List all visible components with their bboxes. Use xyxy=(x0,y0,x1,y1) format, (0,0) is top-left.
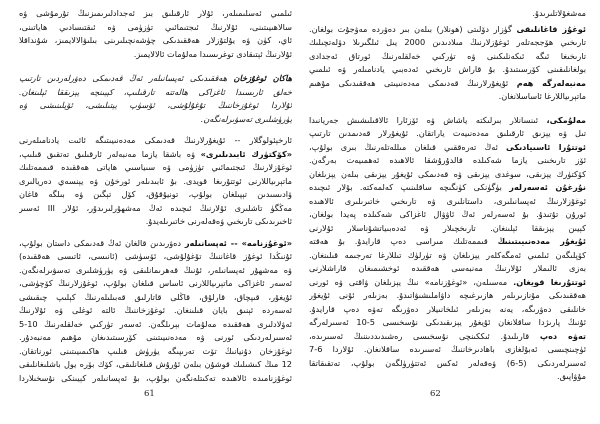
text-line: كېيىن يېزىققا ئېلىنغان. تارىخچىلار ۋە ئەدەبىياتشۇناسلار ئۇلارنى xyxy=(309,222,586,233)
text-line: ئۇلارنىڭ ئېتىقادى توغرىسىدا مەلۇمات ئالالايمىز. xyxy=(133,48,292,59)
emphasis-text: مەنبەلەرگە ھەم xyxy=(516,77,586,88)
text-line: ۋادىسىدىن تېپىلغان بولۇپ، تونيۇقۇق، كۆل تېگىن ۋە بىلگە قاغان xyxy=(19,189,292,199)
text-line xyxy=(309,114,586,128)
text-line: ئەسىرلەردىكى ئورنى ۋە مەدەنىيىتىنى كۆرسىتىدىغان مۇھىم مەنبەدۇر. xyxy=(19,332,292,342)
line-text: قىممەتلىك مىراسى دەپ قارايدۇ. بۇ ھەقتە xyxy=(309,236,488,246)
text-line: مەشغۇلاتلىرىدۇ. xyxy=(532,8,586,18)
text-line: خەلق ئارىسىدا ئاغزاكى ھالەتتە تارقىلىپ، كېيىنچە يېزىققا ئېلىنغان. xyxy=(19,86,292,97)
text-line: ئۈچىنچىسى ئەبۇلغازى باھادىرخاننىڭ ئەسىرىدە ساقلانغان. ئۇلاردا 6-7 xyxy=(309,344,586,354)
text-line: ئۆز تارىخىنى يازما شەكىلدە قالدۇرۇشقا ئالاھىدە ئەھمىيەت بەرگەن. xyxy=(309,155,586,165)
emphasis-text: ھاكان ئوغۇزخان xyxy=(233,73,292,83)
text-line xyxy=(309,141,586,155)
line-text: دەۋرىدىن قالغان ئەڭ قەدىمكى داستان بولۇپ، xyxy=(19,237,182,248)
emphasis-text: نۇرغۇن ئەسەرلەر xyxy=(509,182,586,192)
line-text: گۈزار دۆلىتى (ھونلار) بىلەن بىر دەۋردە مەۋجۇت بولغان. xyxy=(309,23,512,34)
text-line: ئەۋلادلىرى ھەققىدە مەلۇمات بېرىلگەن. ئەسەر تۈركىي خەلقلەرنىڭ 10-5 xyxy=(19,318,292,329)
emphasis-text: تەۋە دەپ xyxy=(539,330,586,341)
line-text: ۋە باشقا يازما مەنبەلەر ئارقىلىق تەتقىق قىلىپ، xyxy=(19,148,196,159)
emphasis-text: مەلۇمكى، xyxy=(546,114,586,125)
text-line: ئەسەردە ئېنىق بايان قىلىنغان. ئوغۇزخاننىڭ ئالتە ئوغلى ۋە ئۇلارنىڭ xyxy=(19,305,292,315)
paragraph xyxy=(19,7,292,61)
paragraph xyxy=(309,23,586,104)
emphasis-text: ئوتتۇرا ئاسىيادىكى xyxy=(506,141,586,152)
text-line: ئوغۇزلارنىڭ ئىجتىمائىي تۈزۈمى ۋە سىياسىي ھاياتى ھەققىدە قىممەتلىك xyxy=(19,162,292,172)
text-line xyxy=(309,181,586,195)
text-line: ۋە مەشھۇر ئەپسانىلەر، ئۇنىڭ قەھرىمانلىقى ۋە يۈرۈشلىرى تەسۋىرلەنگەن. xyxy=(19,264,292,275)
paragraph xyxy=(309,114,586,384)
text-line xyxy=(19,237,292,251)
left-page xyxy=(19,7,292,385)
text-line: مەڭگۈ تاشلىرى ئۇلارنىڭ ئىچىدە ئەڭ مەشھۇرلىرىدۇر، ئۇلار III ئەسىر xyxy=(19,202,292,213)
line-text: ئۇيغۇرلارنىڭ قەدىمكى مەدەنىيىتى ھەققىدىكى مۇھىم xyxy=(309,77,509,88)
page-number: 61 xyxy=(144,389,155,399)
text-line: يۈرۈشلىرى تەسۋىرلەنگەن. xyxy=(200,113,292,124)
text-line: ماتېرىياللارنى ئوتتۇرىغا قويدى. بۇ ئابىدىلەر ئورخۇن ۋە يېنسەي دەريالىرى xyxy=(19,175,292,186)
paragraph xyxy=(19,134,292,229)
text-line: ھەققىدىكى مۇنازىرىلەر ھازىرغىچە داۋاملىشىۋاتىدۇ. بەزىلەر ئۇنى ئۇيغۇر xyxy=(309,290,586,300)
text-line xyxy=(309,235,586,249)
paragraph xyxy=(19,237,292,386)
text-line: تارىخىي ھۆججەتلەر ئوغۇزلارنىڭ مىلادىدىن 2000 يىل ئىلگىرىلا دۆلەتچىلىك xyxy=(309,37,586,47)
text-line: ئوغۇزلارنىڭ ئەپسانىلىرى، داستانلىرى ۋە تارىخىي خاتىرىلىرى ئالاھىدە xyxy=(309,195,586,206)
text-line: بەزى ئالىملار ئۇلارنىڭ مەنبەسى ھەققىدە ئوخشىمىغان قاراشلارنى xyxy=(309,263,586,273)
text-line: ئورۇن تۇتىدۇ. بۇ ئەسەرلەر ئەڭ ئاۋۋال ئاغزاكى شەكىلدە پەيدا بولغان، xyxy=(309,209,586,219)
line-text: ھەققىدىكى ئەپسانىلەر ئەڭ قەدىمكى دەۋرلەردىن تارتىپ xyxy=(19,73,228,83)
text-line xyxy=(309,330,586,344)
text-line: ئۇلاردا ئوغۇزخاننىڭ تۇغۇلۇشى، ئۆسۈپ يېتىلىشى، ئۆيلىنىشى ۋە xyxy=(19,100,292,110)
line-text: ئەڭ تەرەققىي قىلغان مىللەتلەرنىڭ بىرى بولۇپ، xyxy=(309,141,498,152)
text-line: ماتېرىياللارغا ئاساسلانغان. xyxy=(498,91,586,101)
text-line: ئەسىرلەردىكى (5-6) ۋەقەلەر ئەكس ئەتتۈرۈلگەن بولۇپ، تەتقىقاتقا xyxy=(309,357,586,368)
text-line xyxy=(19,148,292,162)
text-line: ئاخىرىدىكى تارىخىي ۋەقەلەرنى خاتىرىلەيدۇ. xyxy=(145,216,292,226)
text-line xyxy=(309,276,586,290)
text-line: سالاھىيىتىنى، ئۇلارنىڭ ئىجتىمائىي تۈزۈمى ۋە ئىقتىسادىي ھاياتىنى، xyxy=(19,21,292,32)
text-line xyxy=(19,72,292,86)
text-line: تىل ۋە يېزىق ئارقىلىق مەدەنىيەت ياراتقان. ئۇيغۇرلار قەدىمدىن تارتىپ xyxy=(309,128,586,138)
paragraph xyxy=(19,72,292,126)
text-line: ئۇنىڭدا ئوغۇز قاغاننىڭ تۇغۇلۇشى، ئۆسۈشى (ئانىسى، ئاتىسى ھەققىدە) xyxy=(19,251,292,261)
text-line: كۆپلىگەن ئىلمىي ئەمگەكلەر يېزىلغان ۋە تۈرلۈك تىللارغا تەرجىمە قىلىنغان. xyxy=(309,249,586,260)
line-text: قارىلىدۇ. ئىككىنچى نۇسخىسى رەشىدىددىننىڭ ئەسىرىدە، xyxy=(309,330,530,341)
right-page xyxy=(309,7,586,384)
text-line: مۇۋاپىق. xyxy=(556,371,586,381)
emphasis-text: ئۇيغۇر مەدەنىيىتىنىڭ xyxy=(497,236,586,246)
text-line: بولغانلىقىنى كۆرسىتىدۇ. بۇ قاراش تارىخىي ئەدەبىي يادنامىلەر ۋە ئىلمىي xyxy=(309,64,586,74)
emphasis-text: «ئوغۇزنامە» -- ئەپسانىلەر xyxy=(184,237,292,248)
text-line: ئىلمىي ئەسلىمىلەر، ئۇلار ئارقىلىق بىز ئەجدادلىرىمىزنىڭ تۇرمۇشى ۋە xyxy=(19,8,292,18)
text-line: تارىخىغا ئىگە ئىكەنلىكىنى ۋە تۈركىي خەلقلەرنىڭ ئورتاق ئەجدادى xyxy=(309,50,586,61)
text-line: ئۇنىڭ پارىژدا ساقلانغان ئۇيغۇر يېزىقىدىكى نۇسخىسى 5-10 ئەسىرلەرگە xyxy=(309,317,586,327)
emphasis-text: ئوغۇز قاغانلىقى xyxy=(516,23,586,34)
text-line: ئوغۇزنامىدە ئالاھىدە تەكىتلەنگەن بولۇپ، بۇ ئەپسانىلەر كېيىنكى نۇسخىلاردا xyxy=(19,372,292,383)
page-number: 62 xyxy=(430,389,441,399)
text-line: ئەسەر ئاغزاكى ماتېرىياللارنى ئاساس قىلغان بولۇپ، ئوغۇزلارنىڭ كۆچۈشى، xyxy=(19,278,292,288)
paragraph xyxy=(309,7,586,21)
text-line: ئاي، كۈن ۋە يۇلتۇزلار ھەققىدىكى چۈشەنچىلىرىنى بىلىۋالالايمىز، شۇنداقلا xyxy=(19,35,292,45)
emphasis-text: «كۆكتۈرك ئابىدىلىرى» xyxy=(200,148,292,159)
text-line: ئوغۇزخان دۇنيانىڭ تۆت تەرىپىگە يۈرۈش قىلىپ ھاكىمىيىتىنى ئورناتقان. xyxy=(19,345,292,356)
text-line: ئارخېئولوگلار -- ئۇيغۇرلارنىڭ قەدىمكى مەدەنىيىتىگە ئائىت يادنامىلەرنى xyxy=(19,135,292,145)
text-line xyxy=(309,23,586,37)
line-text: بۈگۈنكى كۈنگىچە ساقلىنىپ كەلمەكتە. بۇلار ئىچىدە xyxy=(309,182,502,192)
emphasis-text: ئوتتۇرىغا قويغان. xyxy=(513,276,586,287)
line-text: ئىنسانلار بىرلىكتە ياشاش ۋە ئۆزئارا ئالاقىلىشىش جەريانىدا xyxy=(309,114,539,125)
text-line: ئۇيغۇر، قىپچاق، قارلۇق، قاڭلى قاتارلىق قەبىلىلەرنىڭ كېلىپ چىقىشى xyxy=(19,291,292,302)
line-text: مەسىلەن، «ئوغۇزنامە» نىڭ يېزىلغان ۋاقتى ۋە ئورنى xyxy=(309,276,508,287)
text-line: 12 مىڭ كىشىلىك قوشۇن بىلەن ئۇرۇش قىلغانلىقى، كۆك بۆرە يول باشلىغانلىقى xyxy=(19,359,292,369)
text-line xyxy=(309,77,586,91)
text-line: كۆكتۈرك يېزىقى، سوغدى يېزىقى ۋە قەدىمكى ئۇيغۇر يېزىقى بىلەن يېزىلغان xyxy=(309,168,586,179)
text-line: خانلىقى دەۋرىگە، يەنە بەزىلەر ئىلخانىيلار دەۋرىگە تەۋە دەپ قارايدۇ. xyxy=(309,303,586,314)
